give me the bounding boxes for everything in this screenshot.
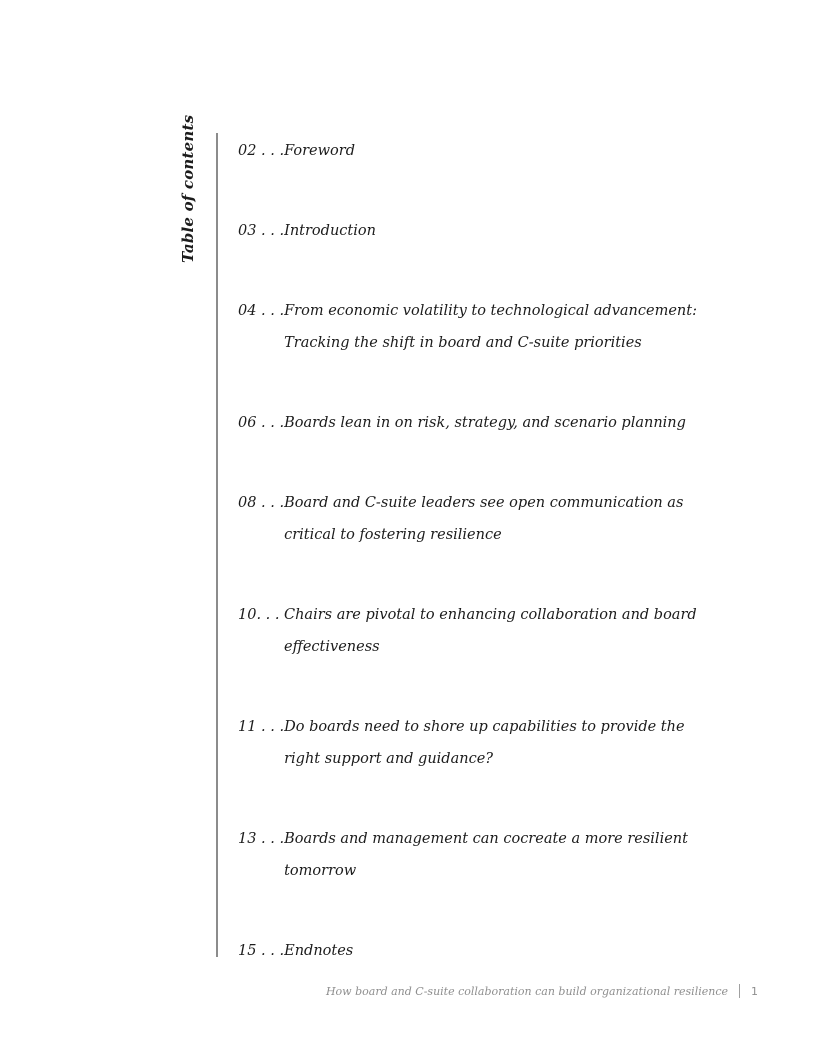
toc-title-line: effectiveness xyxy=(284,639,380,655)
toc-entry-economic-volatility xyxy=(238,295,698,359)
toc-entry-title xyxy=(284,215,698,247)
toc-entry-cocreate-resilient-tomorrow xyxy=(238,823,698,887)
page-footer xyxy=(326,984,758,998)
toc-title-line: Boards lean in on risk, strategy, and scenario planning xyxy=(284,415,686,431)
toc-page-number: 04 . . . xyxy=(238,303,285,319)
toc-title-line: critical to fostering resilience xyxy=(284,527,502,543)
footer-title: How board and C-suite collaboration can build organizational resilience xyxy=(325,984,728,998)
toc-list xyxy=(238,135,698,967)
toc-entry-shore-up-capabilities xyxy=(238,711,698,775)
toc-title-line: Board and C-suite leaders see open communication as xyxy=(284,495,684,511)
toc-title-line: Foreword xyxy=(284,143,355,159)
toc-sidebar-label: Table of contents xyxy=(179,114,197,263)
toc-page-number: 02 . . . xyxy=(238,143,285,159)
toc-entry-foreword xyxy=(238,135,698,167)
toc-title-line: Introduction xyxy=(284,223,376,239)
toc-entry-open-communication xyxy=(238,487,698,551)
toc-entry-title xyxy=(284,295,698,359)
toc-entry-title xyxy=(284,599,698,663)
toc-entry-title xyxy=(284,487,698,551)
toc-page-number: 06 . . . xyxy=(238,415,285,431)
footer-divider xyxy=(739,984,740,998)
toc-entry-title xyxy=(284,135,698,167)
toc-entry-title xyxy=(284,823,698,887)
toc-title-line: From economic volatility to technological advancement: xyxy=(284,303,697,319)
toc-entry-introduction xyxy=(238,215,698,247)
toc-title-line: Boards and management can cocreate a more resilient xyxy=(284,831,688,847)
toc-entry-title xyxy=(284,407,698,439)
toc-entry-endnotes xyxy=(238,935,698,967)
toc-page-number: 11 . . . xyxy=(238,719,285,735)
toc-title-line: Chairs are pivotal to enhancing collaboration and board xyxy=(284,607,697,623)
toc-page-number: 15 . . . xyxy=(238,943,285,959)
vertical-divider xyxy=(216,133,218,957)
toc-title-line: right support and guidance? xyxy=(284,751,494,767)
toc-title-line: Do boards need to shore up capabilities to provide the xyxy=(284,719,685,735)
toc-entry-chairs-pivotal xyxy=(238,599,698,663)
toc-entry-boards-lean-in xyxy=(238,407,698,439)
toc-entry-title xyxy=(284,935,698,967)
toc-entry-title xyxy=(284,711,698,775)
toc-page-number: 08 . . . xyxy=(238,495,285,511)
toc-title-line: Endnotes xyxy=(284,943,354,959)
toc-page-number: 10. . . xyxy=(238,607,280,623)
page-number: 1 xyxy=(751,984,758,998)
toc-title-line: tomorrow xyxy=(284,863,357,879)
toc-title-line: Tracking the shift in board and C-suite priorities xyxy=(284,335,642,351)
toc-page-number: 13 . . . xyxy=(238,831,285,847)
toc-page-number: 03 . . . xyxy=(238,223,285,239)
